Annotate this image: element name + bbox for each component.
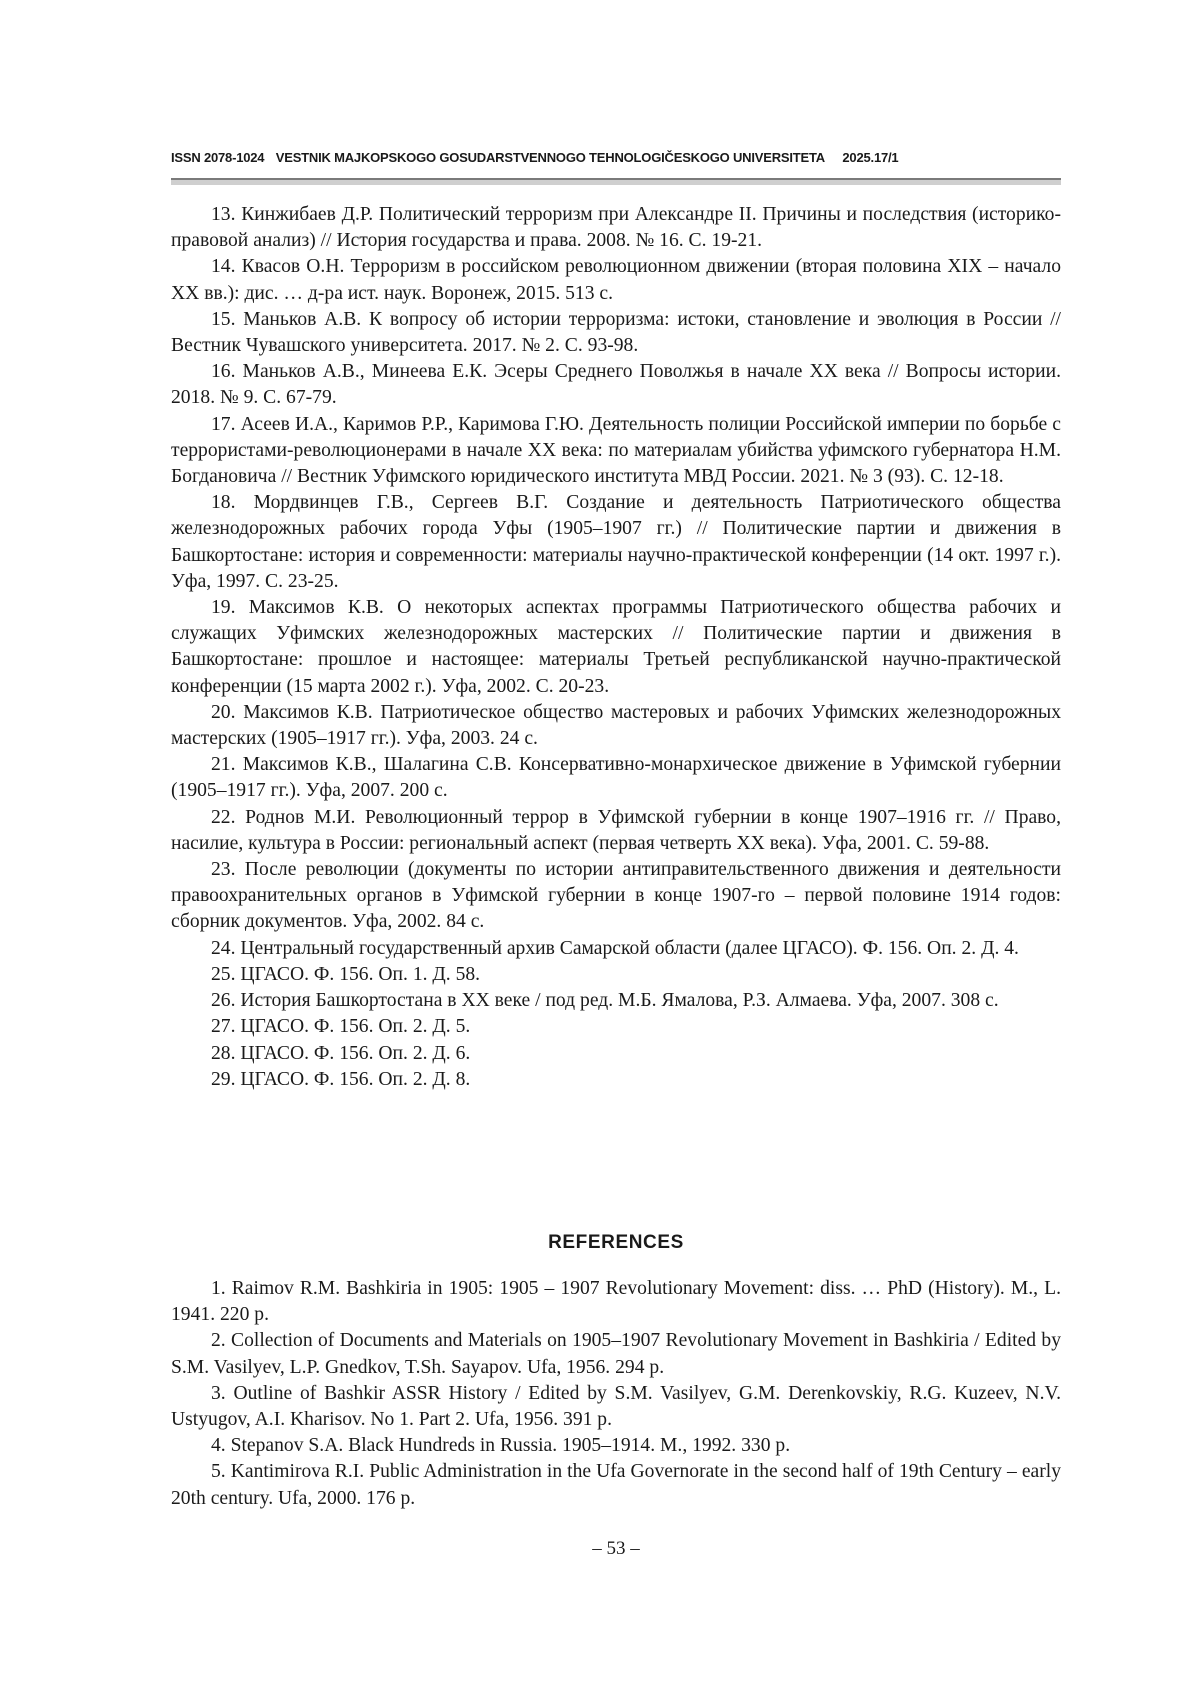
reference-item: 18. Мордвинцев Г.В., Сергеев В.Г. Создание и деятельность Патриотического общества железнодорожных рабочих города Уфы (1905–1907 гг.) // Политические партии и движения в Башкортостане: история и современности: материалы научно-практической конференции (14 окт. 1997 г.). Уфа, 1997. С. 23-25.: [171, 492, 1061, 592]
reference-item: 20. Максимов К.В. Патриотическое общество мастеровых и рабочих Уфимских железнодорожных мастерских (1905–1917 гг.). Уфа, 2003. 24 с.: [171, 701, 1061, 750]
reference-item: 28. ЦГАСО. Ф. 156. Оп. 2. Д. 6.: [211, 1042, 471, 1064]
page-number: – 53 –: [592, 1538, 640, 1559]
reference-item: 27. ЦГАСО. Ф. 156. Оп. 2. Д. 5.: [211, 1016, 471, 1038]
reference-item: 22. Роднов М.И. Революционный террор в Уфимской губернии в конце 1907–1916 гг. // Право, насилие, культура в России: региональный аспект (первая четверть XX века). Уфа, 2001. С. 59-88.: [171, 806, 1061, 854]
reference-item: 29. ЦГАСО. Ф. 156. Оп. 2. Д. 8.: [211, 1068, 471, 1090]
reference-item: 2. Collection of Documents and Materials on 1905–1907 Revolutionary Movement in Bashkiria / Edited by S.M. Vasilyev, L.P. Gnedkov, T.Sh. Sayapov. Ufa, 1956. 294 p.: [171, 1330, 1061, 1378]
journal-title: VESTNIK MAJKOPSKOGO GOSUDARSTVENNOGO TEHNOLOGIČESKOGO UNIVERSITETA: [275, 150, 825, 165]
reference-item: 15. Маньков А.В. К вопросу об истории терроризма: истоки, становление и эволюция в России // Вестник Чувашского университета. 2017. № 2. С. 93-98.: [171, 308, 1061, 357]
reference-item: 23. После революции (документы по истории антиправительственного движения и деятельности правоохранительных органов в Уфимской губернии в конце 1907-го – первой половине 1914 годов: сборник документов. Уфа, 2002. 84 с.: [171, 859, 1061, 933]
reference-item: 3. Outline of Bashkir ASSR History / Edited by S.M. Vasilyev, G.M. Derenkovskiy, R.G. Kuzeev, N.V. Ustyugov, A.I. Kharisov. No 1. Part 2. Ufa, 1956. 391 p.: [171, 1382, 1061, 1431]
issn-label: ISSN 2078-1024: [171, 150, 265, 165]
references-list-russian: [171, 202, 1061, 1093]
reference-item: 13. Кинжибаев Д.Р. Политический терроризм при Александре II. Причины и последствия (историко-правовой анализ) // История государства и права. 2008. № 16. С. 19-21.: [171, 204, 1061, 252]
issue-number: 2025.17/1: [842, 150, 899, 165]
reference-item: 19. Максимов К.В. О некоторых аспектах программы Патриотического общества рабочих и служащих Уфимских железнодорожных мастерских // Политические партии и движения в Башкортостане: прошлое и настоящее: материалы Третьей республиканской научно-практической конференции (15 марта 2002 г.). Уфа, 2002. С. 20-23.: [171, 597, 1061, 697]
reference-item: 24. Центральный государственный архив Самарской области (далее ЦГАСО). Ф. 156. Оп. 2. Д. 4.: [211, 937, 1019, 959]
reference-item: 5. Kantimirova R.I. Public Administration in the Ufa Governorate in the second half of 19th Century – early 20th century. Ufa, 2000. 176 p.: [171, 1461, 1061, 1509]
reference-item: 25. ЦГАСО. Ф. 156. Оп. 1. Д. 58.: [211, 963, 481, 985]
reference-item: 26. История Башкортостана в XX веке / под ред. М.Б. Ямалова, Р.З. Алмаева. Уфа, 2007. 308 с.: [211, 990, 999, 1012]
reference-item: 16. Маньков А.В., Минеева Е.К. Эсеры Среднего Поволжья в начале XX века // Вопросы истории. 2018. № 9. С. 67-79.: [171, 361, 1061, 409]
header-divider: [171, 178, 1061, 185]
reference-item: 21. Максимов К.В., Шалагина С.В. Консервативно-монархическое движение в Уфимской губернии (1905–1917 гг.). Уфа, 2007. 200 с.: [171, 754, 1061, 802]
reference-item: 17. Асеев И.А., Каримов Р.Р., Каримова Г.Ю. Деятельность полиции Российской империи по борьбе с террористами-революционерами в начале XX века: по материалам убийства уфимского губернатора Н.М. Богдановича // Вестник Уфимского юридического института МВД России. 2021. № 3 (93). С. 12-18.: [171, 413, 1061, 488]
references-heading: REFERENCES: [548, 1232, 684, 1253]
reference-item: 4. Stepanov S.A. Black Hundreds in Russia. 1905–1914. M., 1992. 330 p.: [211, 1435, 791, 1457]
references-list-english: [171, 1276, 1061, 1512]
reference-item: 14. Квасов О.Н. Терроризм в российском революционном движении (вторая половина XIX – начало XX вв.): дис. … д-ра ист. наук. Воронеж, 2015. 513 с.: [171, 256, 1061, 304]
running-header: [171, 150, 1061, 165]
reference-item: 1. Raimov R.M. Bashkiria in 1905: 1905 – 1907 Revolutionary Movement: diss. … PhD (History). M., L. 1941. 220 p.: [171, 1278, 1061, 1326]
